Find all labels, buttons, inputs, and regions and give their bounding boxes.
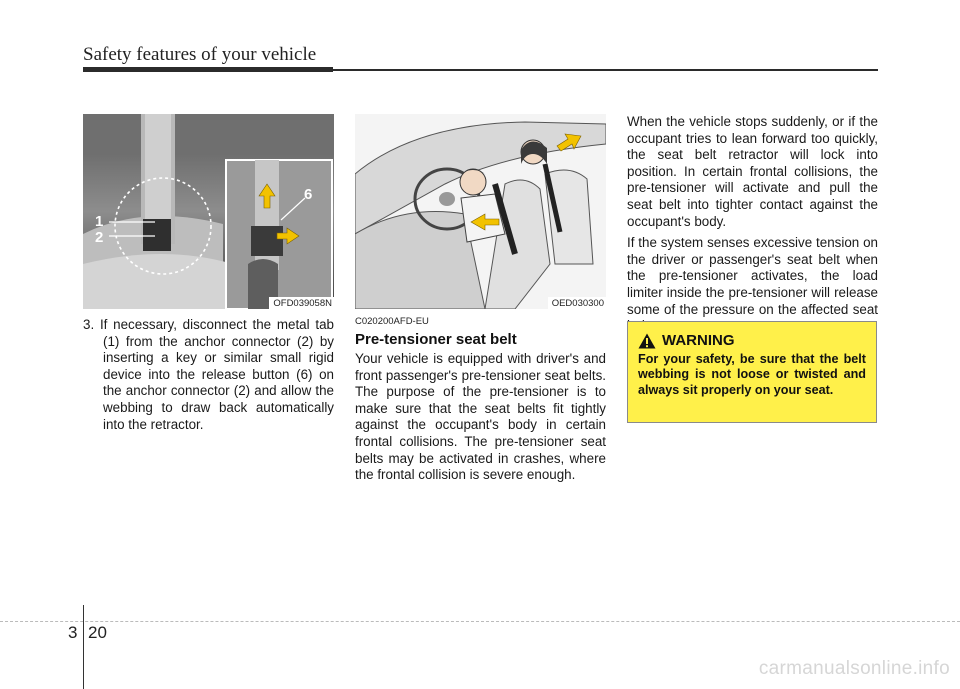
warning-title: WARNING: [662, 332, 735, 349]
warning-box: [627, 321, 877, 423]
header-rule: [83, 67, 333, 72]
figure-pretensioner: [355, 114, 606, 309]
section-title: Pre-tensioner seat belt: [355, 331, 517, 348]
figure-code: OFD039058N: [269, 297, 334, 309]
callout-1: 1: [95, 213, 104, 230]
right-column-text: [627, 114, 878, 340]
footer-rule: [0, 621, 960, 622]
anchor-connector-illustration: [83, 114, 334, 309]
figure-code: OED030300: [548, 297, 606, 309]
figure-anchor-connector: [83, 114, 334, 309]
right-paragraph-2: If the system senses excessive tension on the driver or passenger's seat belt when the pre-tensioner activates, the load limiter inside the pre-tensioner will release some of the pressure on the affected seat: [627, 235, 878, 317]
warning-text: For your safety, be sure that the belt webbing is not loose or twisted and always sit properly on your seat.: [638, 352, 866, 397]
header-rule-thin: [333, 69, 878, 71]
footer-divider: [83, 605, 84, 689]
callout-2: 2: [95, 229, 104, 246]
step-3-text: 3. If necessary, disconnect the metal tab (1) from the anchor connector (2) by inserting a key or similar small rigid device into the release button (6) on the anchor connector (2) and allow the webbing to draw back automatically into the retractor.: [83, 317, 334, 432]
warning-header: [638, 332, 866, 349]
warning-triangle-icon: [638, 333, 656, 349]
page-number: 20: [88, 623, 107, 642]
section-code: C020200AFD-EU: [355, 316, 429, 327]
section-paragraph: Your vehicle is equipped with driver's and front passenger's pre-tensioner seat belts. The purpose of the pre-tensioner is to make sure that the seat belts fit tightly against the occupant's body in certain frontal collisions. The pre-tensioner seat belts may be activated in crashes, where the frontal collision is severe enough.: [355, 351, 606, 483]
callout-6: 6: [304, 186, 313, 203]
watermark: carmanualsonline.info: [758, 658, 950, 679]
page-header-title: Safety features of your vehicle: [83, 44, 317, 65]
page-chapter-number: 3: [68, 623, 78, 642]
pretensioner-illustration: [355, 114, 606, 309]
right-paragraph-1: When the vehicle stops suddenly, or if the occupant tries to lean forward too quickly, the seat belt retractor will lock into position. In certain frontal collisions, the pre-tensioner will activate and pull the seat belt into tighter contact against the occupant's body.: [627, 114, 878, 229]
